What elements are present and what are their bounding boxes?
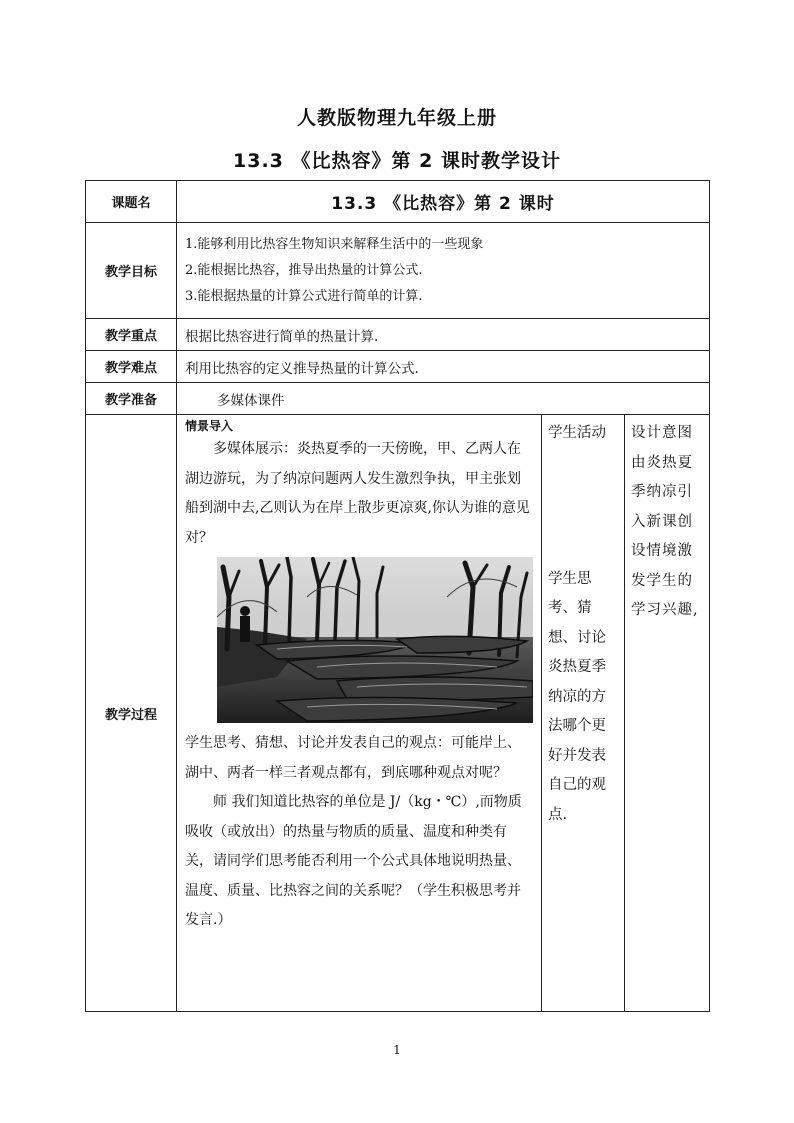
activity-text: 学生思考、猜想、讨论炎热夏季纳凉的方法哪个更好并发表自己的观点. — [548, 570, 606, 823]
goals-label: 教学目标 — [86, 223, 177, 319]
scene-paragraph: 多媒体展示：炎热夏季的一天傍晚，甲、乙两人在湖边游玩，为了纳凉问题两人发生激烈争执，甲主张划船到湖中去,乙则认为在岸上散步更凉爽,你认为谁的意见对？ — [185, 441, 530, 546]
lesson-plan-table — [85, 180, 710, 1012]
goal-item: 2.能根据比热容，推导出热量的计算公式. — [185, 262, 423, 278]
process-label: 教学过程 — [86, 415, 177, 1012]
row-key-point — [86, 319, 710, 351]
activity-header: 学生活动 — [548, 425, 606, 441]
section-title: 情景导入 — [185, 419, 234, 433]
prep-value: 多媒体课件 — [177, 383, 710, 415]
teacher-paragraph: 师 我们知道比热容的单位是 J/（kg・℃）,而物质吸收（或放出）的热量与物质的质量、温度和种类有关，请同学们思考能否利用一个公式具体地说明热量、温度、质量、比热容之间的关系呢？（学生积极思考并发言.） — [185, 794, 522, 928]
row-difficulty — [86, 351, 710, 383]
page-number: 1 — [393, 1043, 401, 1057]
lakeside-boats-photo — [217, 557, 533, 723]
intent-cell — [625, 415, 710, 1012]
key-label: 教学重点 — [86, 319, 177, 351]
goals-cell — [177, 223, 710, 319]
document-subtitle: 13.3 《比热容》第 2 课时教学设计 — [233, 150, 561, 172]
process-main — [177, 415, 542, 1012]
lesson-label: 课题名 — [86, 181, 177, 223]
student-paragraph: 学生思考、猜想、讨论并发表自己的观点：可能岸上、湖中、两者一样三者观点都有，到底哪种观点对呢？ — [185, 735, 521, 781]
prep-label: 教学准备 — [86, 383, 177, 415]
goal-item: 1.能够利用比热容生物知识来解释生活中的一些现象 — [185, 236, 484, 252]
activity-cell — [542, 415, 625, 1012]
difficulty-label: 教学难点 — [86, 351, 177, 383]
key-value: 根据比热容进行简单的热量计算. — [177, 319, 710, 351]
goal-item: 3.能根据热量的计算公式进行简单的计算. — [185, 288, 423, 304]
figure — [240, 606, 250, 642]
row-preparation — [86, 383, 710, 415]
lesson-value: 13.3 《比热容》第 2 课时 — [177, 181, 710, 223]
intent-text: 设计意图由炎热夏季纳凉引入新课创设情境激发学生的学习兴趣, — [631, 425, 699, 618]
difficulty-value: 利用比热容的定义推导热量的计算公式. — [177, 351, 710, 383]
row-process — [86, 415, 710, 1012]
document-title: 人教版物理九年级上册 — [296, 107, 497, 129]
row-lesson-name — [86, 181, 710, 223]
row-goals — [86, 223, 710, 319]
